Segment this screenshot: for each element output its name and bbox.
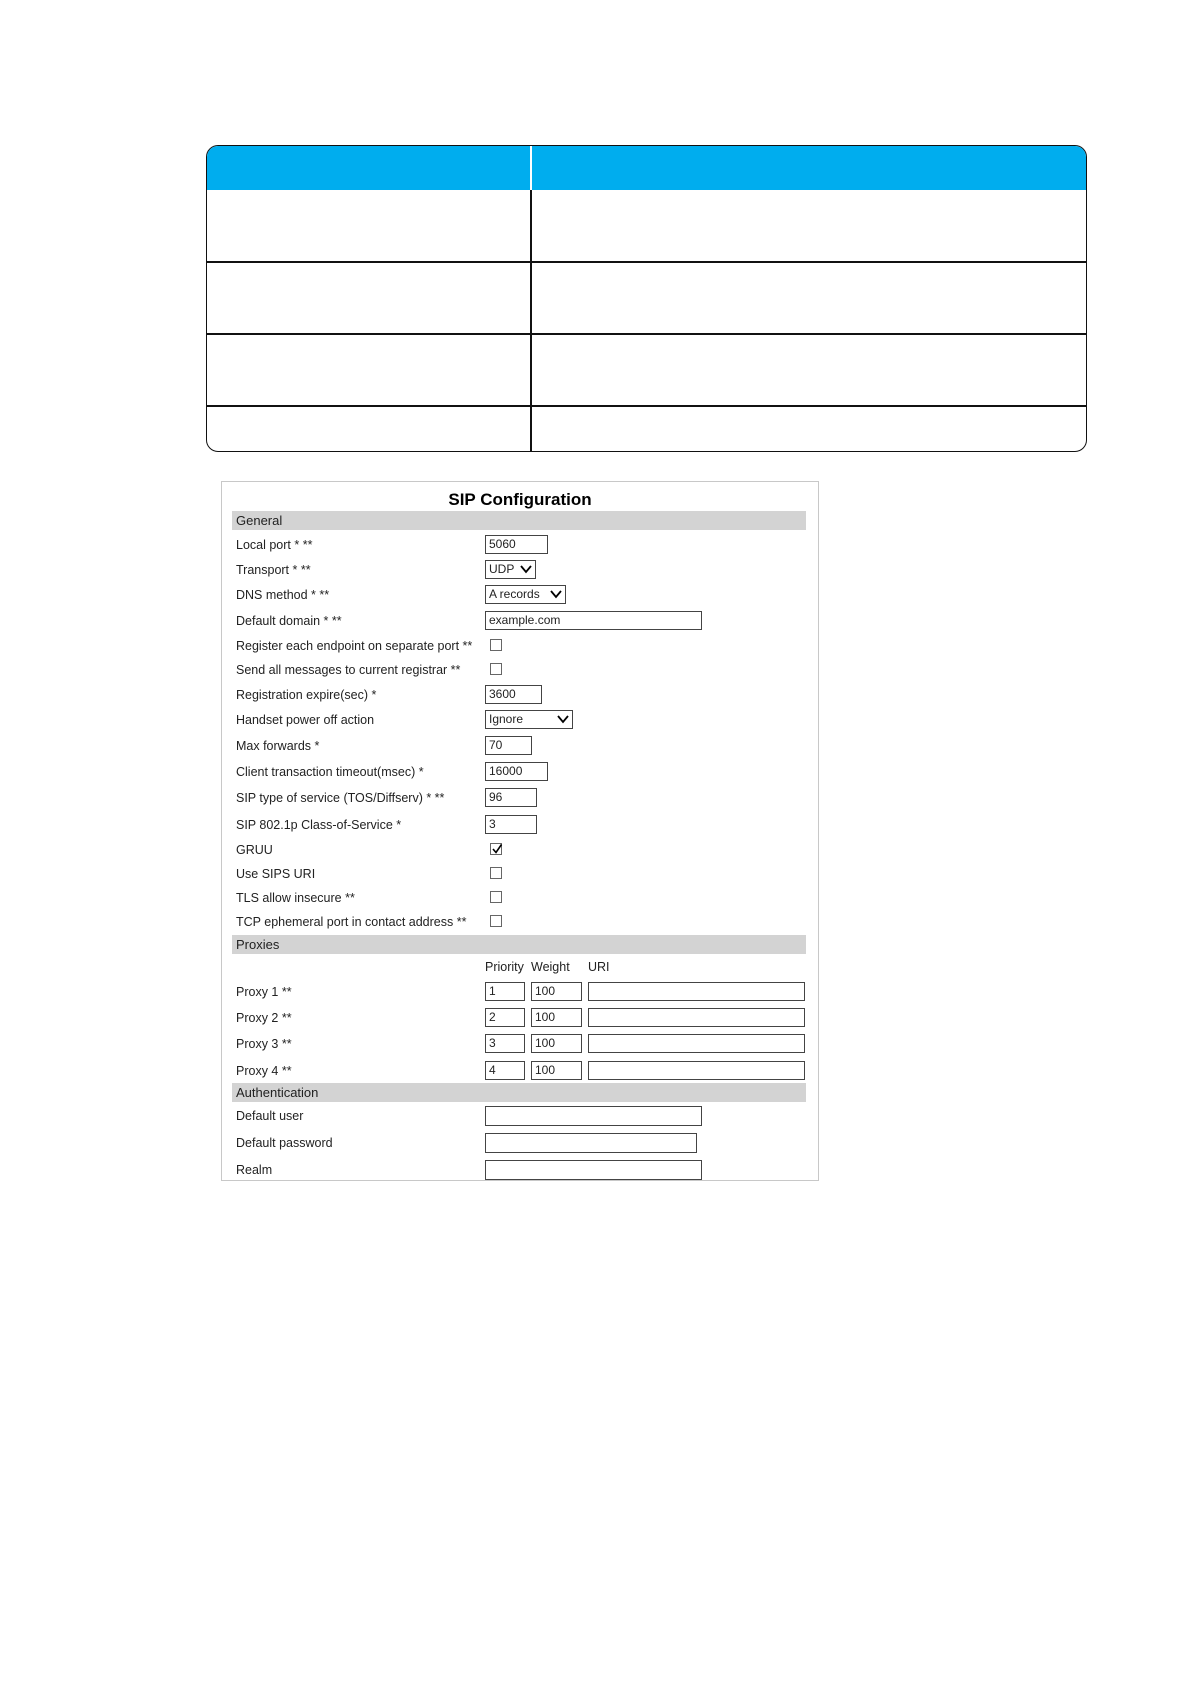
max-forwards-label: Max forwards * [236,739,320,753]
sip-tos-row [236,788,806,810]
tls-allow-insecure-row [236,888,806,910]
proxy-row [236,1008,806,1030]
proxy-row [236,982,806,1004]
document-table [206,145,1087,452]
sip-tos-label: SIP type of service (TOS/Diffserv) * ** [236,791,445,805]
default-user-row [236,1106,806,1128]
send-all-messages-checkbox[interactable] [490,663,502,675]
transport-select[interactable] [485,560,536,579]
proxies-column-headers [236,960,806,982]
client-transaction-timeout-input[interactable]: 16000 [485,762,548,781]
section-authentication: Authentication [232,1083,806,1102]
local-port-label: Local port * ** [236,538,313,552]
handset-power-off-row [236,710,806,732]
use-sips-uri-row [236,864,806,886]
tls-allow-insecure-label: TLS allow insecure ** [236,891,355,905]
local-port-row [236,535,806,557]
proxy-priority-input[interactable]: 2 [485,1008,525,1027]
use-sips-uri-checkbox[interactable] [490,867,502,879]
handset-power-off-select[interactable] [485,710,573,729]
proxy-priority-input[interactable]: 3 [485,1034,525,1053]
dns-method-select[interactable] [485,585,566,604]
dns-method-label: DNS method * ** [236,588,330,602]
checkmark-icon [490,842,504,856]
sip-cos-row [236,815,806,837]
realm-input[interactable] [485,1160,702,1180]
default-password-row [236,1133,806,1155]
table-row-divider [207,261,1086,263]
transport-value: UDP [489,562,515,576]
default-user-input[interactable] [485,1106,702,1126]
registration-expire-input[interactable]: 3600 [485,685,542,704]
proxy-weight-input[interactable]: 100 [531,1008,582,1027]
proxy-uri-input[interactable] [588,1008,805,1027]
table-row-divider [207,333,1086,335]
realm-row [236,1160,806,1182]
send-all-messages-row [236,660,806,682]
default-password-label: Default password [236,1136,333,1150]
client-transaction-timeout-row [236,762,806,784]
dns-method-row [236,585,806,607]
register-each-endpoint-row [236,636,806,658]
gruu-row [236,840,806,862]
section-proxies: Proxies [232,935,806,954]
proxy-label: Proxy 1 ** [236,985,292,999]
tcp-ephemeral-port-row [236,912,806,934]
default-password-input[interactable] [485,1133,697,1153]
priority-column-header: Priority [485,960,524,974]
default-domain-row [236,611,806,633]
table-header [207,146,1086,190]
proxy-label: Proxy 4 ** [236,1064,292,1078]
tls-allow-insecure-checkbox[interactable] [490,891,502,903]
proxy-weight-input[interactable]: 100 [531,1061,582,1080]
registration-expire-row [236,685,806,707]
registration-expire-label: Registration expire(sec) * [236,688,377,702]
max-forwards-row [236,736,806,758]
proxy-weight-input[interactable]: 100 [531,1034,582,1053]
proxy-label: Proxy 3 ** [236,1037,292,1051]
default-domain-input[interactable]: example.com [485,611,702,630]
sip-tos-input[interactable]: 96 [485,788,537,807]
uri-column-header: URI [588,960,610,974]
proxy-row [236,1061,806,1083]
register-each-endpoint-checkbox[interactable] [490,639,502,651]
dns-method-value: A records [489,587,540,601]
table-header-divider [530,146,532,190]
transport-row [236,560,806,582]
proxy-row [236,1034,806,1056]
gruu-label: GRUU [236,843,273,857]
table-row-divider [207,405,1086,407]
sip-configuration-panel [221,481,819,1181]
proxy-label: Proxy 2 ** [236,1011,292,1025]
tcp-ephemeral-port-label: TCP ephemeral port in contact address ** [236,915,467,929]
proxy-uri-input[interactable] [588,982,805,1001]
proxy-weight-input[interactable]: 100 [531,982,582,1001]
handset-power-off-value: Ignore [489,712,524,726]
sip-cos-input[interactable]: 3 [485,815,537,834]
tcp-ephemeral-port-checkbox[interactable] [490,915,502,927]
default-domain-label: Default domain * ** [236,614,342,628]
chevron-down-icon [520,563,532,575]
proxy-priority-input[interactable]: 4 [485,1061,525,1080]
max-forwards-input[interactable]: 70 [485,736,532,755]
realm-label: Realm [236,1163,273,1177]
register-each-endpoint-label: Register each endpoint on separate port ** [236,639,473,653]
proxy-priority-input[interactable]: 1 [485,982,525,1001]
client-transaction-timeout-label: Client transaction timeout(msec) * [236,765,424,779]
handset-power-off-label: Handset power off action [236,713,375,727]
page-title: SIP Configuration [448,490,592,509]
transport-label: Transport * ** [236,563,311,577]
proxy-uri-input[interactable] [588,1034,805,1053]
chevron-down-icon [550,588,562,600]
send-all-messages-label: Send all messages to current registrar ** [236,663,461,677]
sip-cos-label: SIP 802.1p Class-of-Service * [236,818,402,832]
use-sips-uri-label: Use SIPS URI [236,867,316,881]
proxy-uri-input[interactable] [588,1061,805,1080]
default-user-label: Default user [236,1109,304,1123]
gruu-checkbox[interactable] [490,843,502,855]
section-general: General [232,511,806,530]
local-port-input[interactable]: 5060 [485,535,548,554]
weight-column-header: Weight [531,960,570,974]
chevron-down-icon [557,713,569,725]
